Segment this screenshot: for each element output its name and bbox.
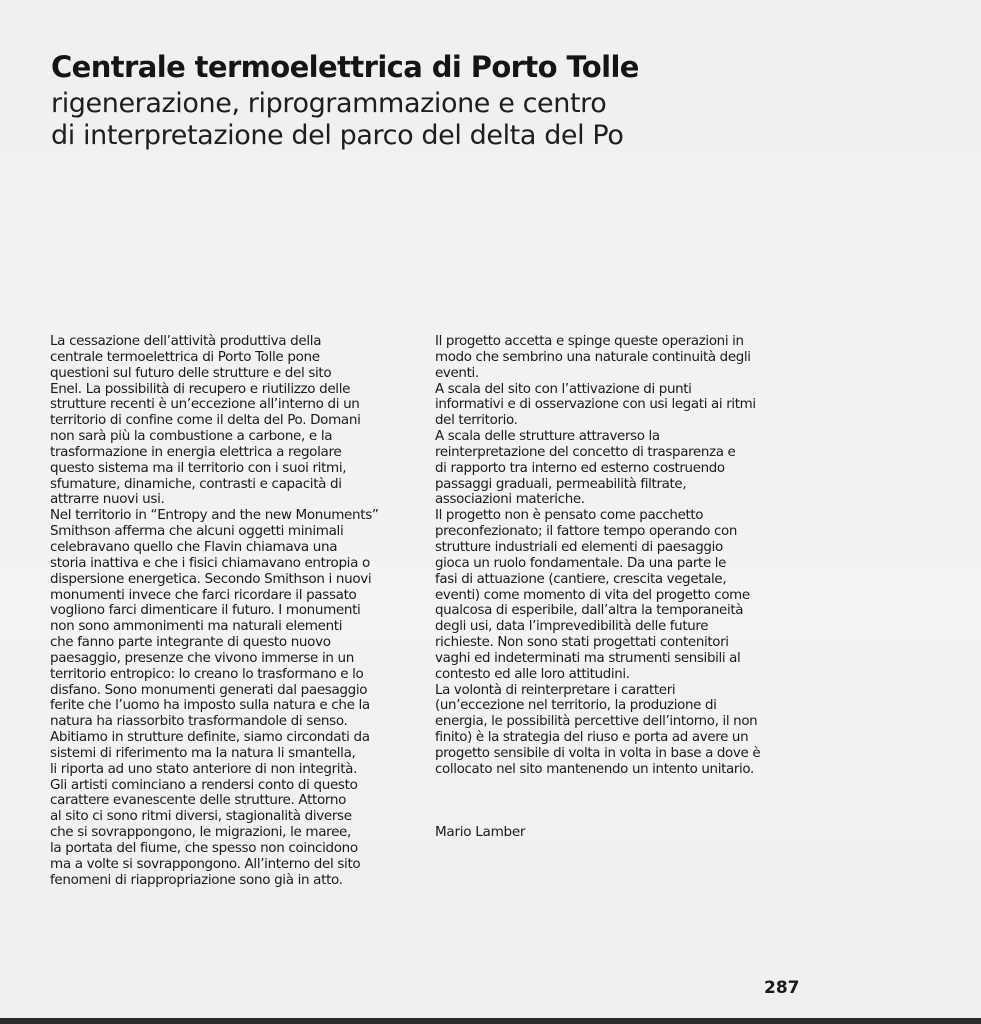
text-line: Nel territorio in “Entropy and the new Monuments” bbox=[50, 507, 379, 524]
text-line: disfano. Sono monumenti generati dal paesaggio bbox=[50, 681, 368, 698]
text-line: (un’eccezione nel territorio, la produzione di bbox=[435, 697, 717, 714]
text-line: eventi) come momento di vita del progetto come bbox=[435, 586, 750, 603]
text-line: storia inattiva e che i fisici chiamavano entropia o bbox=[50, 554, 370, 571]
text-line: Il progetto accetta e spinge queste operazioni in bbox=[435, 333, 744, 349]
page-bottom-edge bbox=[0, 1018, 981, 1024]
text-line: Gli artisti cominciano a rendersi conto di questo bbox=[50, 776, 358, 793]
page-number: 287 bbox=[764, 978, 800, 998]
text-line: non sono ammonimenti ma naturali elementi bbox=[50, 618, 343, 635]
text-line: La cessazione dell’attività produttiva della bbox=[50, 333, 322, 349]
text-line: finito) è la strategia del riuso e porta ad avere un bbox=[435, 729, 749, 746]
text-line: la portata del fiume, che spesso non coincidono bbox=[50, 840, 358, 856]
text-line: eventi. bbox=[435, 364, 479, 381]
text-line: La volontà di reinterpretare i caratteri bbox=[435, 681, 676, 698]
text-line: fenomeni di riappropriazione sono già in atto. bbox=[50, 871, 343, 888]
text-line: informativi e di osservazione con usi legati ai ritmi bbox=[435, 396, 756, 413]
text-line: dispersione energetica. Secondo Smithson i nuovi bbox=[50, 570, 372, 587]
author-signature: Mario Lamber bbox=[435, 824, 526, 840]
text-line: monumenti invece che farci ricordare il passato bbox=[50, 586, 357, 603]
text-line: al sito ci sono ritmi diversi, stagionalità diverse bbox=[50, 808, 352, 825]
text-line: Enel. La possibilità di recupero e riutilizzo delle bbox=[50, 380, 351, 397]
subtitle-line: rigenerazione, riprogrammazione e centro bbox=[51, 88, 607, 119]
text-line: che fanno parte integrante di questo nuovo bbox=[50, 634, 331, 651]
text-line: Il progetto non è pensato come pacchetto bbox=[435, 507, 704, 524]
text-line: territorio di confine come il delta del Po. Domani bbox=[50, 412, 361, 429]
page-subtitle bbox=[51, 88, 811, 152]
text-line: collocato nel sito mantenendo un intento unitario. bbox=[435, 760, 754, 777]
text-line: non sarà più la combustione a carbone, e la bbox=[50, 428, 333, 445]
text-line: sfumature, dinamiche, contrasti e capacità di bbox=[50, 475, 342, 492]
text-line: fasi di attuazione (cantiere, crescita vegetale, bbox=[435, 570, 727, 587]
text-line: A scala delle strutture attraverso la bbox=[435, 428, 660, 445]
text-line: ferite che l’uomo ha imposto sulla natura e che la bbox=[50, 697, 370, 714]
text-column-right bbox=[435, 334, 815, 778]
text-line: contesto ed alle loro attitudini. bbox=[435, 665, 630, 682]
text-line: preconfezionato; il fattore tempo operando con bbox=[435, 523, 738, 540]
text-line: centrale termoelettrica di Porto Tolle pone bbox=[50, 348, 320, 365]
text-line: sistemi di riferimento ma la natura li smantella, bbox=[50, 744, 356, 761]
text-line: che si sovrappongono, le migrazioni, le maree, bbox=[50, 824, 351, 841]
text-line: questo sistema ma il territorio con i suoi ritmi, bbox=[50, 459, 347, 476]
text-line: associazioni materiche. bbox=[435, 491, 585, 508]
text-line: qualcosa di esperibile, dall’altra la temporaneità bbox=[435, 602, 744, 619]
text-line: trasformazione in energia elettrica a regolare bbox=[50, 443, 342, 460]
text-line: celebravano quello che Flavin chiamava una bbox=[50, 538, 338, 555]
text-line: vogliono farci dimenticare il futuro. I monumenti bbox=[50, 602, 361, 619]
text-line: A scala del sito con l’attivazione di punti bbox=[435, 380, 692, 397]
text-line: modo che sembrino una naturale continuità degli bbox=[435, 348, 751, 365]
text-line: richieste. Non sono stati progettati contenitori bbox=[435, 634, 729, 651]
text-line: di rapporto tra interno ed esterno costruendo bbox=[435, 459, 725, 476]
text-line: gioca un ruolo fondamentale. Da una parte le bbox=[435, 554, 727, 571]
text-line: paesaggio, presenze che vivono immerse in un bbox=[50, 649, 354, 666]
text-line: progetto sensibile di volta in volta in base a dove è bbox=[435, 744, 761, 761]
text-line: Abitiamo in strutture definite, siamo circondati da bbox=[50, 729, 370, 746]
text-line: strutture industriali ed elementi di paesaggio bbox=[435, 538, 723, 555]
text-line: attrarre nuovi usi. bbox=[50, 491, 165, 508]
text-line: vaghi ed indeterminati ma strumenti sensibili al bbox=[435, 649, 741, 666]
text-line: ma a volte si sovrappongono. All’interno del sito bbox=[50, 855, 361, 872]
text-line: degli usi, data l’imprevedibilità delle future bbox=[435, 618, 709, 635]
text-line: passaggi graduali, permeabilità filtrate, bbox=[435, 475, 687, 492]
text-line: energia, le possibilità percettive dell’intorno, il non bbox=[435, 713, 758, 730]
text-line: natura ha riassorbito trasformandole di senso. bbox=[50, 713, 348, 730]
text-column-left bbox=[50, 334, 420, 889]
text-line: carattere evanescente delle strutture. Attorno bbox=[50, 792, 347, 809]
text-line: questioni sul futuro delle strutture e del sito bbox=[50, 364, 332, 381]
page-title: Centrale termoelettrica di Porto Tolle bbox=[51, 50, 639, 84]
text-line: territorio entropico: lo creano lo trasformano e lo bbox=[50, 665, 364, 682]
text-line: li riporta ad uno stato anteriore di non integrità. bbox=[50, 760, 358, 777]
text-line: del territorio. bbox=[435, 412, 518, 429]
text-line: Smithson afferma che alcuni oggetti minimali bbox=[50, 523, 344, 540]
subtitle-line: di interpretazione del parco del delta del Po bbox=[51, 120, 624, 151]
text-line: reinterpretazione del concetto di trasparenza e bbox=[435, 443, 736, 460]
text-line: strutture recenti è un’eccezione all’interno di un bbox=[50, 396, 360, 413]
